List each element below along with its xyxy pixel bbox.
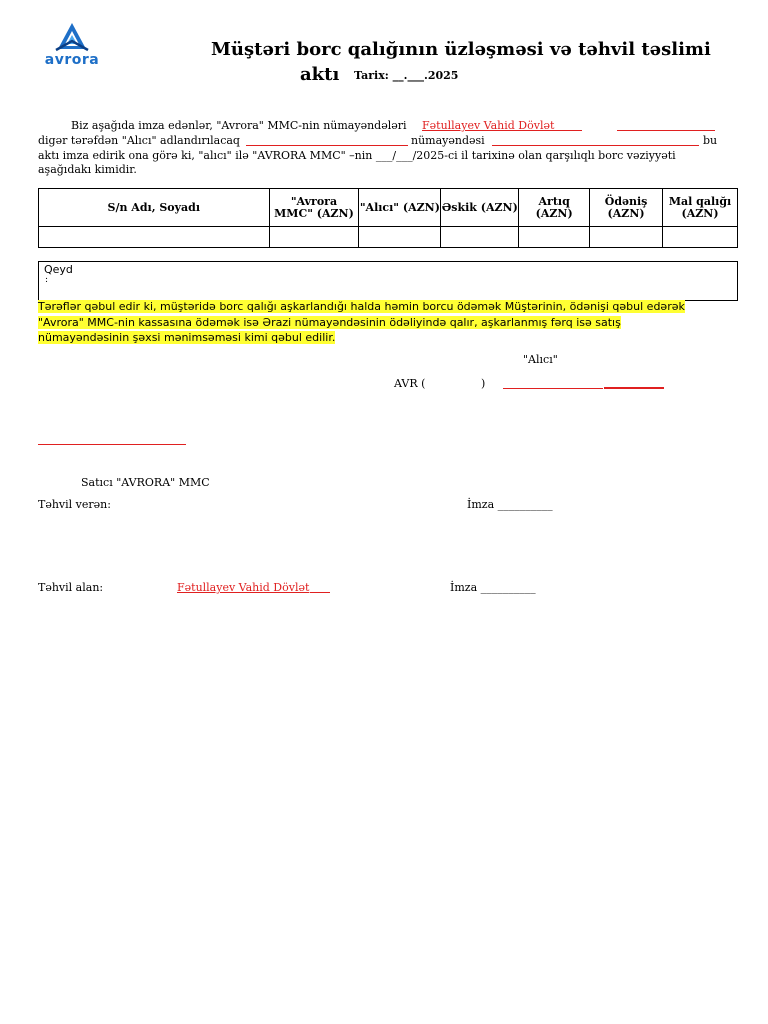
buyer-signature-line (503, 379, 603, 389)
col-header-name: S/n Adı, Soyadı (39, 189, 270, 227)
received-by-label: Təhvil alan: (38, 581, 104, 594)
buyer-representative-line (492, 136, 699, 146)
col-header-artiq: Artıq (AZN) (519, 189, 590, 227)
avrora-logo (36, 22, 108, 68)
logo-icon (36, 22, 108, 52)
table-cell[interactable] (519, 227, 590, 248)
intro-line1 (71, 119, 407, 133)
signature-field-2: İmza __________ (450, 581, 536, 594)
document-title-line2: aktı (300, 64, 340, 85)
col-header-odenis: Ödəniş (AZN) (590, 189, 663, 227)
signature-line-left (38, 444, 186, 445)
date-label: Tarix: __.___.2025 (354, 69, 459, 82)
representative-name-line (545, 121, 582, 131)
table-header-row (39, 189, 738, 227)
intro-line1-text: Biz aşağıda imza edənlər, "Avrora" MMC-nin nümayəndələri (71, 119, 407, 132)
seller-label: Satıcı "AVRORA" MMC (81, 476, 210, 489)
document-title: Müştəri borc qalığının üzləşməsi və təhvil təslimi (211, 39, 711, 60)
table-row (39, 227, 738, 248)
col-header-eskik: Əskik (AZN) (441, 189, 519, 227)
note-colon: : (45, 275, 49, 285)
col-header-mal-qaligi: Mal qalığı (AZN) (663, 189, 738, 227)
representative-name: Fətullayev Vahid Dövlət (422, 119, 555, 132)
table-cell[interactable] (39, 227, 270, 248)
avr-close: ) (481, 377, 486, 390)
delivered-by-label: Təhvil verən: (38, 498, 111, 511)
table-cell[interactable] (269, 227, 359, 248)
intro-line2-mid: nümayəndəsi (411, 134, 485, 147)
terms-line1: Tərəflər qəbul edir ki, müştəridə borc qalığı aşkarlandığı halda həmin borcu ödəmək Müştərinin, ödənişi qəbul edərək (38, 300, 685, 313)
intro-line2-end: bu (703, 134, 718, 147)
table-cell[interactable] (359, 227, 441, 248)
intro-line4: aşağıdakı kimidir. (38, 163, 137, 176)
terms-clause (38, 299, 728, 346)
received-by-name-line (310, 583, 330, 593)
table-cell[interactable] (441, 227, 519, 248)
terms-line3: nümayəndəsinin şəxsi mənimsəməsi kimi qəbul edilir. (38, 331, 336, 344)
avr-label: AVR ( (394, 377, 426, 390)
table-cell[interactable] (590, 227, 663, 248)
terms-line2: "Avrora" MMC-nin kassasına ödəmək isə Ərazi nümayəndəsinin ödəliyində qalır, aşkarlanmış fərq isə satış (38, 315, 621, 329)
representative-extra-line (617, 121, 715, 131)
buyer-label: "Alıcı" (523, 353, 558, 366)
col-header-avrora: "Avrora MMC" (AZN) (269, 189, 359, 227)
col-header-alici: "Alıcı" (AZN) (359, 189, 441, 227)
debt-table (38, 188, 738, 248)
note-box[interactable] (38, 261, 738, 301)
buyer-signature-line-bold (604, 387, 664, 389)
intro-line3: aktı imza edirik ona görə ki, "alıcı" ilə "AVRORA MMC" –nin ___/___/2025-ci il tarixinə olan qarşılıqlı borc vəziyyəti (38, 149, 676, 162)
signature-field-1: İmza __________ (467, 498, 553, 511)
received-by-name: Fətullayev Vahid Dövlət (177, 581, 310, 594)
logo-text: avrora (44, 52, 100, 68)
note-label: Qeyd (44, 263, 73, 276)
table-cell[interactable] (663, 227, 738, 248)
buyer-name-line (246, 136, 408, 146)
intro-line2-start: digər tərəfdən "Alıcı" adlandırılacaq (38, 134, 240, 147)
